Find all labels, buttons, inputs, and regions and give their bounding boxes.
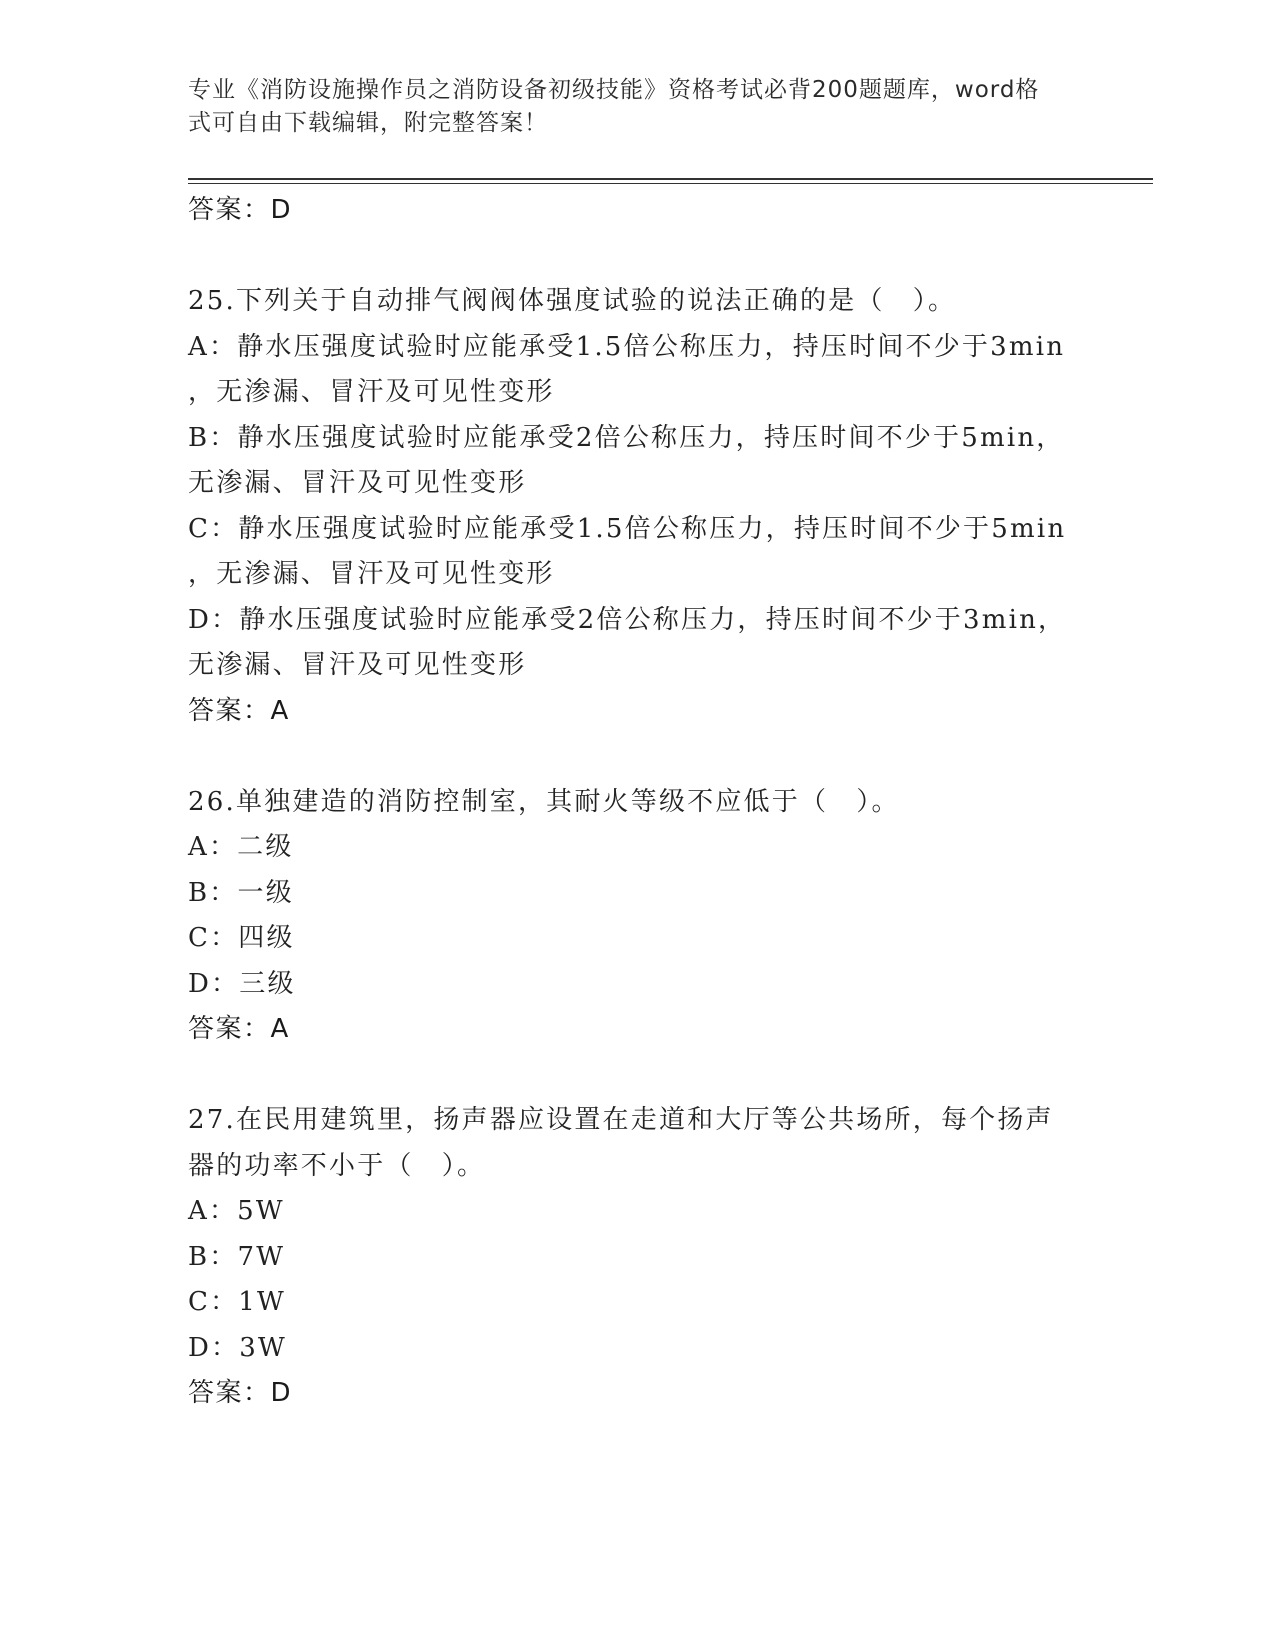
option-b: B：7W (188, 1241, 286, 1272)
answer-label: 答案：D (188, 1378, 293, 1408)
question-stem: 25.下列关于自动排气阀阀体强度试验的说法正确的是（ ）。 (188, 286, 957, 316)
option-line: A：静水压强度试验时应能承受1.5倍公称压力，持压时间不少于3min (188, 331, 1066, 362)
option-line: ，无渗漏、冒汗及可见性变形 (188, 559, 555, 589)
option-c: C：1W (188, 1287, 286, 1317)
question-26 (188, 780, 1088, 1053)
question-stem-continued: 器的功率不小于（ ）。 (188, 1150, 486, 1181)
option-line: C：静水压强度试验时应能承受1.5倍公称压力，持压时间不少于5min (188, 513, 1067, 544)
option-line: D：静水压强度试验时应能承受2倍公称压力，持压时间不少于3min， (188, 604, 1067, 635)
option-d: D：三级 (188, 968, 296, 999)
question-list (188, 188, 1088, 1417)
option-line: B：静水压强度试验时应能承受2倍公称压力，持压时间不少于5min， (188, 422, 1065, 453)
option-c: C：四级 (188, 923, 295, 953)
option-a: A：5W (188, 1196, 285, 1226)
spacer (188, 734, 1088, 780)
document-header (188, 74, 1068, 140)
option-b: B：一级 (188, 877, 294, 908)
previous-answer: 答案：D (188, 195, 293, 225)
spacer (188, 234, 1088, 280)
answer-label: 答案：A (188, 695, 290, 726)
question-25 (188, 279, 1088, 734)
header-title-line-1: 专业《消防设施操作员之消防设备初级技能》资格考试必背200题题库，word格 (188, 77, 1040, 103)
header-divider-thick (188, 178, 1153, 180)
question-27 (188, 1098, 1088, 1417)
header-title-line-2: 式可自由下载编辑，附完整答案！ (188, 110, 548, 136)
option-line: ，无渗漏、冒汗及可见性变形 (188, 377, 555, 407)
question-stem: 26.单独建造的消防控制室，其耐火等级不应低于（ ）。 (188, 786, 900, 817)
option-a: A：二级 (188, 832, 294, 862)
answer-label: 答案：A (188, 1014, 290, 1044)
option-d: D：3W (188, 1332, 287, 1363)
question-stem: 27.在民用建筑里，扬声器应设置在走道和大厅等公共场所，每个扬声 (188, 1105, 1054, 1135)
header-divider-thin (188, 183, 1153, 184)
option-line: 无渗漏、冒汗及可见性变形 (188, 650, 527, 680)
spacer (188, 1053, 1088, 1099)
option-line: 无渗漏、冒汗及可见性变形 (188, 468, 527, 498)
